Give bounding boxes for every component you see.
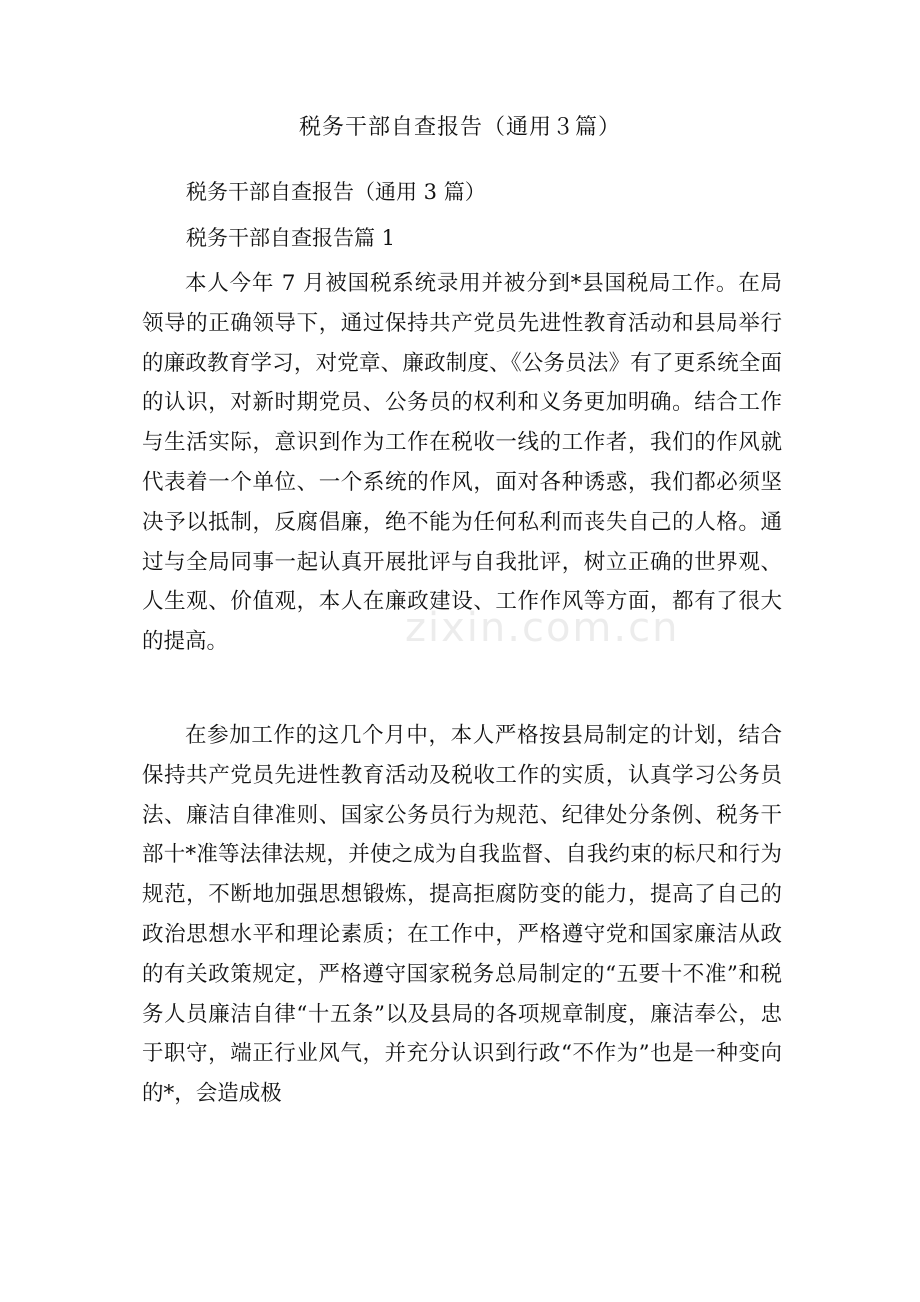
- section-heading: 税务干部自查报告篇 1: [186, 226, 396, 250]
- watermark: zixin.com.cn: [405, 605, 680, 651]
- paragraph-1: 本人今年 7 月被国税系统录用并被分到*县国税局工作。在局领导的正确领导下，通过保持共产党员先进性教育活动和县局举行的廉政教育学习，对党章、廉政制度、《公务员法》有了更系统全面的认识，对新时期党员、公务员的权利和义务更加明确。结合工作与生活实际，意识到作为工作在税收一线的工作者，我们的作风就代表着一个单位、一个系统的作风，面对各种诱惑，我们都必须坚决予以抵制，反腐倡廉，绝不能为任何私利而丧失自己的人格。通过与全局同事一起认真开展批评与自我批评，树立正确的世界观、人生观、价值观，本人在廉政建设、工作作风等方面，都有了很大的提高。: [142, 271, 782, 655]
- document-subtitle: 税务干部自查报告（通用 3 篇）: [186, 180, 486, 204]
- document-title: 税务干部自查报告（通用３篇）: [298, 115, 621, 140]
- paragraph-2: 在参加工作的这几个月中，本人严格按县局制定的计划，结合保持共产党员先进性教育活动及税收工作的实质，认真学习公务员法、廉洁自律准则、国家公务员行为规范、纪律处分条例、税务干部十*准等法律法规，并使之成为自我监督、自我约束的标尺和行为规范，不断地加强思想锻炼，提高拒腐防变的能力，提高了自己的政治思想水平和理论素质；在工作中，严格遵守党和国家廉洁从政的有关政策规定，严格遵守国家税务总局制定的“五要十不准”和税务人员廉洁自律“十五条”以及县局的各项规章制度，廉洁奉公，忠于职守，端正行业风气，并充分认识到行政“不作为”也是一种变向的*，会造成极: [142, 723, 782, 1107]
